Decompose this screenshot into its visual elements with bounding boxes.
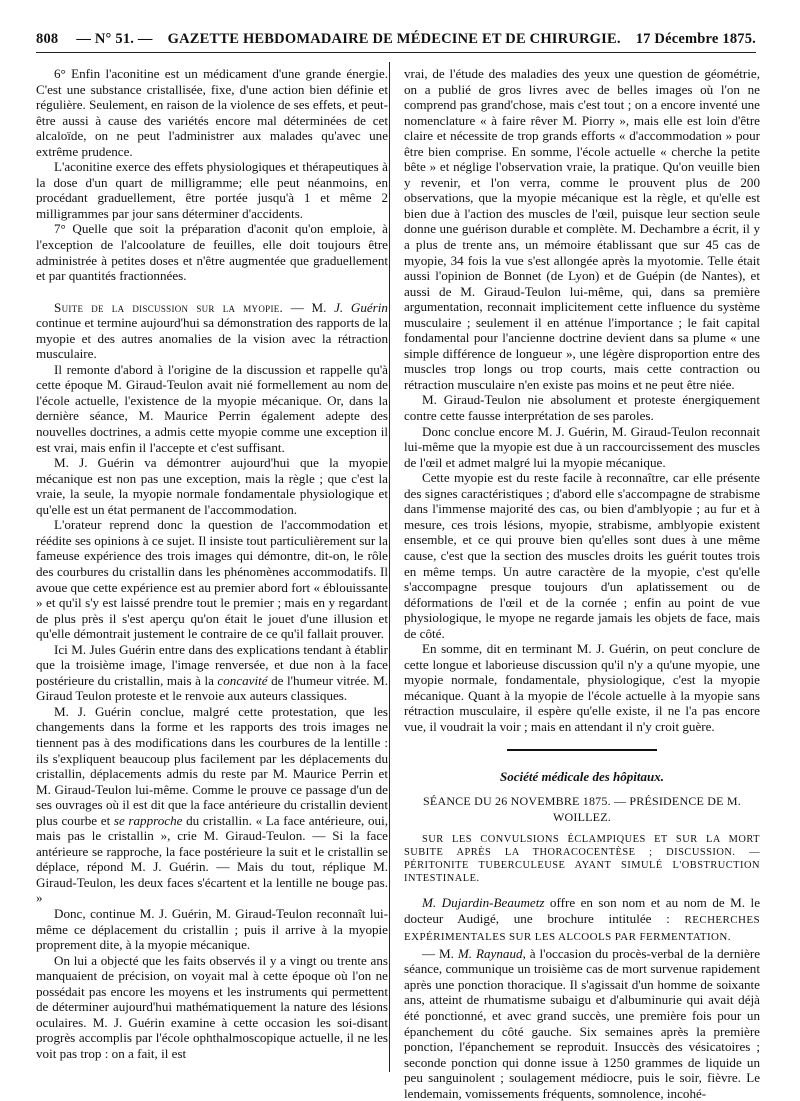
- paragraph: L'aconitine exerce des effets physiologiques et thérapeutiques à la dose d'un quart de milligramme; elle peut néanmoins, en procédant graduellement, être portée jusqu'à 1 et même 2 milligrammes par jour sans déterminer d'accidents.: [36, 159, 388, 221]
- paragraph: Cette myopie est du reste facile à reconnaître, car elle présente des signes caractéristiques ; d'abord elle s'accompagne de strabisme dans l'immense majorité des cas, ou bien d'amblyopie ; au fur et à mesure, ces trois lésions, myopie, strabisme, amblyopie existent ensemble, et ce qui prouve bien qu'elles sont dues à une même cause, c'est que la section des muscles droits les guérit toutes trois en même temps. Un autre caractère de la myopie, c'est qu'elle s'accompagne presque toujours d'un aplatissement ou de déformations de l'œil et de la cornée ; enfin au point de vue physiologique, le myope ne regarde jamais les objets de face, mais de côté.: [404, 470, 760, 641]
- paragraph: M. Giraud-Teulon nie absolument et proteste énergiquement contre cette fausse interprétation de ses paroles.: [404, 392, 760, 424]
- paragraph: 6° Enfin l'aconitine est un médicament d'une grande énergie. C'est une substance cristallisée, fixe, d'une action bien définie et régulière. Seulement, en raison de la violence de ses effets, et peut-être aussi à cause des variétés encore mal déterminées de cet alcaloïde, on ne peut l'administrer aux malades qu'avec une extrême prudence.: [36, 66, 388, 159]
- paragraph: Donc, continue M. J. Guérin, M. Giraud-Teulon reconnaît lui-même ce déplacement du cristallin ; puis il arrive à la myopie proprement dite, à la myopie mécanique.: [36, 905, 388, 953]
- section-lead: Suite de la discussion sur la myopie.: [54, 299, 284, 315]
- page-number: 808: [36, 31, 59, 47]
- seance-line: SÉANCE DU 26 NOVEMBRE 1875. — PRÉSIDENCE DE M. WOILLEZ.: [423, 794, 741, 824]
- speaker-name: J. Guérin: [334, 299, 388, 315]
- section-title: Société médicale des hôpitaux.: [500, 768, 664, 784]
- discussion-intro: Suite de la discussion sur la myopie. — M. J. Guérin continue et termine aujourd'hui sa démonstration des rapports de la myopie et des autres anomalies de la vision avec la rétraction musculaire.: [36, 299, 388, 362]
- page-header: [36, 22, 756, 53]
- paragraph: En somme, dit en terminant M. J. Guérin, on peut conclure de cette longue et laborieuse discussion qu'il n'y a qu'une myopie, une myopie normale, fondamentale, physiologique, c'est la myopie mécanique. Quant à la myopie de l'école actuelle à la myopie sans rétraction musculaire, il espère qu'elle existe, il ne l'a pas encore vue, il voudrait la voir ; mais en attendant il n'y croit guère.: [404, 641, 760, 734]
- paragraph: vrai, de l'étude des maladies des yeux une question de géométrie, on a publié de gros livres avec de belles images où l'on ne comprend pas grand'chose, mais c'est tout ; on a encore inventé une nomenclature « à faire rêver M. Piorry », mais elle est loin d'être claire et nécessite de trop grands efforts « d'accommodation » pour être bien comprise. En somme, l'école actuelle « cherche la petite bête » et néglige l'observation vraie, la pratique. Qu'on veuille bien y revenir, et l'on verra, comme le prouvent plus de 200 observations, que la myopie mécanique est la règle, et qu'elle est bien due à l'action des muscles de l'œil, puisque leur section seule donne une guérison durable et complète. M. Dechambre a écrit, il y a plus de trente ans, un mémoire établissant que sur 45 cas de myopie, 34 fois la vue s'est allongée après la myotomie. Telle était aussi l'opinion de Bonnet (de Lyon) et de Guépin (de Nantes), et aussi de M. Giraud-Teulon lui-même, qui, dans sa première argumentation, reconnait implicitement cette influence du système musculaire ; seulement il en atténue l'importance ; le fait capital fondamental pour l'ancienne doctrine devient dans sa plume « une simple différence de longueur », une légère disproportion entre des muscles trop longs ou trop courts, mais cette contraction ou rétraction musculaire n'en existe pas moins et ne peut être niée.: [404, 66, 760, 392]
- paragraph: Ici M. Jules Guérin entre dans des explications tendant à établir que la troisième image, l'image renversée, et due non à la face postérieure du cristallin, mais à la concavité de l'humeur vitrée. M. Giraud Teulon proteste et le renvoie aux auteurs classiques.: [36, 641, 388, 704]
- left-column: [36, 66, 388, 1061]
- issue-date: 17 Décembre 1875.: [635, 31, 756, 47]
- column-separator: [389, 62, 390, 1072]
- right-column: [404, 66, 760, 1101]
- paragraph: 7° Quelle que soit la préparation d'aconit qu'on emploie, à l'exception de l'alcoolature de feuilles, elle doit toujours être administrée à petites doses et n'être augmentée que graduellement et par quantités fractionnées.: [36, 221, 388, 284]
- paragraph: Il remonte d'abord à l'origine de la discussion et rappelle qu'à cette époque M. Giraud-Teulon avait nié formellement au nom de l'école actuelle, l'existence de la myopie mécanique. Or, dans la dernière séance, M. Maurice Perrin également adepte des nouvelles doctrines, a admis cette myopie comme une exception il est vrai, mais enfin il l'accepte et c'est suffisant.: [36, 361, 388, 455]
- session-summary: SUR LES CONVULSIONS ÉCLAMPIQUES ET SUR LA MORT SUBITE APRÈS LA THORACOCENTÈSE ; DISCUSSION. — PÉRITONITE TUBERCULEUSE AYANT SIMULÉ L'OBSTRUCTION INTESTINALE.: [404, 834, 760, 885]
- paragraph: — M. M. Raynaud, à l'occasion du procès-verbal de la dernière séance, communique un troisième cas de mort survenue rapidement après une ponction thoracique. Il s'agissait d'un homme de soixante ans, atteint de rhumatisme subaigu et d'albuminurie qui avait déjà été ponctionné, et avec grand succès, une première fois pour un épanchement du côté gauche. Six semaines après la première ponction, l'épanchement se reproduit. Insuccès des vésicatoires ; seconde ponction qui donne issue à 1250 grammes de liquide un peu sanguinolent ; soulagement médiocre, puis le soir, fièvre. Le lendemain, vomissements fréquents, somnolence, incohé-: [404, 945, 761, 1101]
- paragraph: L'orateur reprend donc la question de l'accommodation et réédite ses opinions à ce sujet. Il insiste tout particulièrement sur la fameuse expérience des trois images qui démontre, dit-on, le rôle des courbures du cristallin dans les phénomènes accommodatifs. Il avoue que cette expérience est au premier abord fort « éblouissante » et qu'il s'y est laissé prendre tout le premier ; mais en y regardant de plus près il s'est aperçu qu'on était le jouet d'une illusion et qu'elle démontrait justement le contraire de ce qu'il fallait prouver.: [36, 517, 388, 642]
- paragraph: On lui a objecté que les faits observés il y a vingt ou trente ans manquaient de précision, on voyait mal à cette époque où l'on ne possédait pas encore les moyens et les instruments qui permettent de déterminer aujourd'hui mathématiquement la nature des lésions oculaires. M. J. Guérin examine à cette occasion les soi-disant progrès accomplis par l'école ophthalmoscopique actuelle, il ne les voit pas trop : on a fait, il est: [36, 952, 388, 1061]
- paragraph: Donc conclue encore M. J. Guérin, M. Giraud-Teulon reconnait lui-même que la myopie est due à un raccourcissement des muscles de l'œil et admet malgré lui la myopie mécanique.: [404, 423, 760, 470]
- paragraph: M. J. Guérin conclue, malgré cette protestation, que les changements dans la forme et les rapports des trois images ne tiennent pas à des modifications dans les courbures de la lentille : ils s'expliquent beaucoup plus facilement par les déplacements du cristallin, déplacements admis du reste par M. Maurice Perrin et M. Giraud-Teulon lui-même. Comme le prouve ce passage d'un de ses ouvrages où il est dit que la face antérieure du cristallin devient plus courbe et se rapproche du cristallin. « La face antérieure, oui, mais pas le cristallin », crie M. Giraud-Teulon. — Si la face antérieure se rapproche, la face postérieure la suit et le cristallin se déplace, répond M. J. Guérin. — Mais du tout, réplique M. Giraud-Teulon, les deux faces s'écartent et la lentille ne bouge pas. »: [36, 703, 388, 906]
- paragraph: M. Dujardin-Beaumetz offre en son nom et au nom de M. le docteur Audigé, une brochure intitulée : RECHERCHES EXPÉRIMENTALES SUR LES ALCOOLS PAR FERMENTATION.: [404, 895, 761, 944]
- issue-number: — N° 51. —: [76, 31, 153, 47]
- journal-title: GAZETTE HEBDOMADAIRE DE MÉDECINE ET DE CHIRURGIE.: [167, 31, 621, 47]
- paragraph: M. J. Guérin va démontrer aujourd'hui que la myopie mécanique est non pas une exception, mais la règle ; que c'est la vraie, la seule, la myopie normale fondamentale physiologique et qu'elle est un état permanent de l'accommodation.: [36, 455, 388, 517]
- section-rule: [507, 749, 657, 751]
